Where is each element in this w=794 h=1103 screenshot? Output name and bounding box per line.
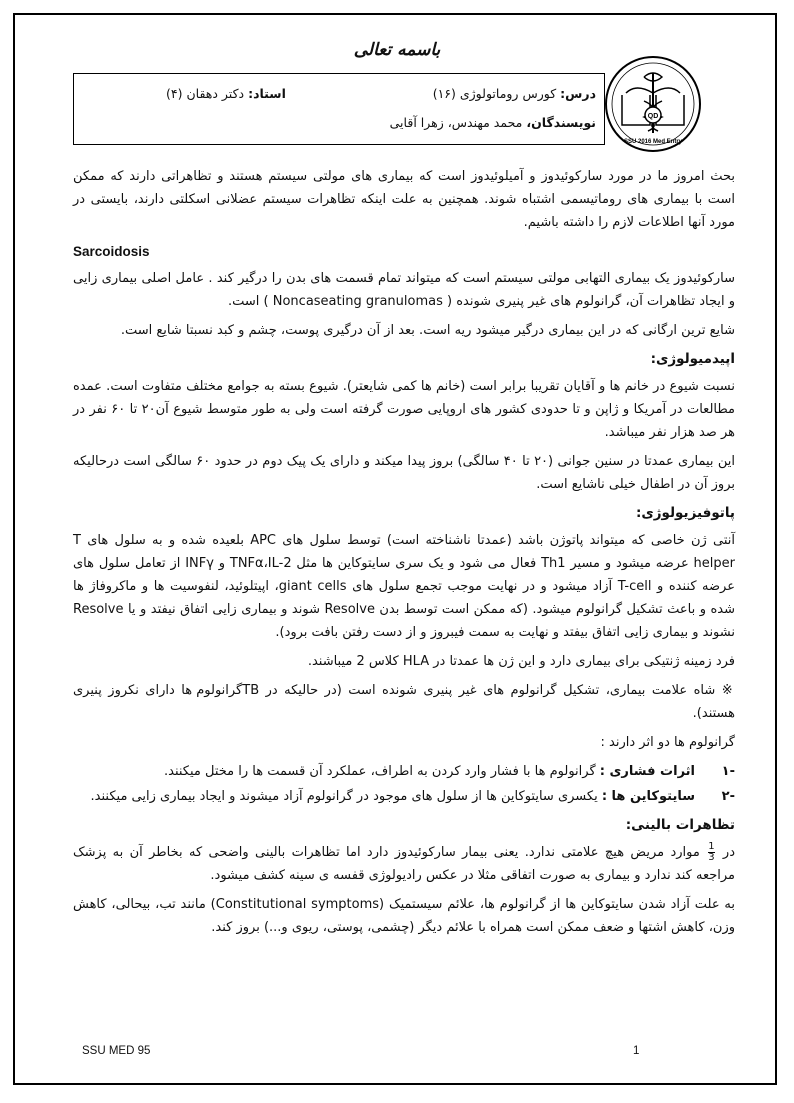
list-item [73,760,735,783]
authors-label: نویسندگان، [526,115,596,130]
authors-value: محمد مهندس، زهرا آقایی [389,115,523,130]
logo-caption: SSU 2016 Med Entry [623,139,683,145]
caduceus-book-logo [604,55,702,153]
pathophysiology-heading: پاتوفیزیولوژی: [635,505,735,521]
list-item-number: -۱ [721,764,735,779]
hallmark-note: ※ شاه علامت بیماری، تشکیل گرانولوم های غیر پنیری شونده است (در حالیکه در TBگرانولوم ها دارای نکروز پنیری هستند). [73,683,735,721]
document-body [73,165,735,945]
teacher-row [166,86,286,101]
course-value: کورس روماتولوژی (۱۶) [432,86,557,101]
pathophysiology-paragraph-1: آنتی ژن خاصی که میتواند پاتوژن باشد (عمدتا ناشناخته است) توسط سلول های APC بلعیده شده و به سلول های T helper عرضه میشود و مسیر Th1 فعال می شود و یک سری سایتوکاین ها مثل TNFα،IL-2 و INFγ از تعامل سلول های عرضه کننده و T-cell آزاد میشود و در نهایت موجب تجمع سلول های giant cells، اپیتلوئید، لنفوسیت ها و ماکروفاژ ها شده و باعث تشکیل گرانولوم میشود. (که ممکن است توسط بدن Resolve شوند و بیماری زایی اتفاق نیفتد و یا Resolve نشوند و بیماری زایی اتفاق بیفتد و نهایت به سمت فیبروز و از دست رفتن بافت برود). [73,533,736,640]
list-item-number: -۲ [721,789,735,804]
clinical-heading: تظاهرات بالینی: [625,817,735,833]
sarcoidosis-paragraph-1: سارکوئیدوز یک بیماری التهابی مولتی سیستم است که میتواند تمام قسمت های بدن را درگیر کند . عامل اصلی بیماری زایی و ایجاد تظاهرات آن، گرانولوم های غیر پنیری شونده ( Noncaseating granulomas ) است. [73,271,735,309]
footer-label: SSU MED 95 [82,1045,151,1057]
list-item [73,785,735,808]
course-label: درس: [560,86,596,101]
clinical-prefix: در [722,845,735,860]
epidemiology-paragraph-2: این بیماری عمدتا در سنین جوانی (۲۰ تا ۴۰ سالگی) بروز پیدا میکند و دارای یک پیک دوم در حدود ۶۰ سالگی است درحالیکه بروز آن در اطفال خیلی ناشایع است. [73,454,736,492]
list-item-text: گرانولوم ها با فشار وارد کردن به اطراف، عملکرد آن قسمت ها را مختل میکنند. [163,764,596,779]
clinical-paragraph-1 [73,841,735,887]
list-item-title: سایتوکاین ها : [601,789,695,804]
epidemiology-heading: اپیدمیولوژی: [650,351,735,367]
intro-paragraph: بحث امروز ما در مورد سارکوئیدوز و آمیلوئیدوز است که بیماری های مولتی سیستم هستند و تظاهراتی دارند که ممکن است با بیماری های روماتیسمی اشتباه شوند. همچنین به علت اینکه تظاهرات سیستم عضلانی اسکلتی دارند، بایستی در مورد آنها اطلاعات لازم را داشته باشیم. [73,169,735,230]
page-number: 1 [633,1045,640,1057]
epidemiology-paragraph-1: نسبت شیوع در خانم ها و آقایان تقریبا برابر است (خانم ها کمی شایعتر). شیوع بسته به جوامع مختلف متفاوت است. عمده مطالعات در آمریکا و ژاپن و تا حدودی کشور های اروپایی صورت گرفته است ولی به طور متوسط شیوع آن۲۰ تا ۶۰ نفر در هر صد هزار نفر میباشد. [73,379,736,440]
authors-row [390,115,596,130]
list-item-text: یکسری سایتوکاین ها از سلول های موجود در گرانولوم آزاد میشوند و ایجاد بیماری زایی میکنند. [90,789,598,804]
clinical-paragraph-2: به علت آزاد شدن سایتوکاین ها از گرانولوم ها، علائم سیستمیک (Constitutional symptoms) مانند تب، بیحالی، کاهش وزن، کاهش اشتها و ضعف ممکن است همراه با علائم دیگر (چشمی، پوستی، ریوی و...) بروز کند. [73,897,736,935]
pathophysiology-paragraph-2: فرد زمینه ژنتیکی برای بیماری دارد و این ژن ها عمدتا در HLA کلاس 2 میباشند. [307,654,735,669]
list-item-title: اثرات فشاری : [599,764,695,779]
teacher-value: دکتر دهقان (۴) [166,86,245,101]
logo-emblem-text: QD [647,113,659,120]
course-row [433,86,596,101]
fraction-numerator: 1 [708,841,715,852]
fraction [708,842,714,863]
basmala: باسمه تعالی [353,40,441,60]
fraction-denominator: 3 [708,852,715,863]
sarcoidosis-heading: Sarcoidosis [73,244,150,259]
effects-intro: گرانولوم ها دو اثر دارند : [600,735,735,750]
clinical-text: موارد مریض هیچ علامتی ندارد. یعنی بیمار سارکوئیدوز دارد اما تظاهرات بالینی واضحی که بخاطر آن به پزشک مراجعه کند ندارد و بیماری به صورت اتفاقی مثلا در عکس رادیولوژی قفسه ی سینه کشف میشود. [73,845,735,883]
header-box [73,73,605,145]
teacher-label: استاد: [248,86,286,101]
sarcoidosis-paragraph-2: شایع ترین ارگانی که در این بیماری درگیر میشود ریه است. بعد از آن درگیری پوست، چشم و کبد نسبتا شایع است. [120,323,735,338]
